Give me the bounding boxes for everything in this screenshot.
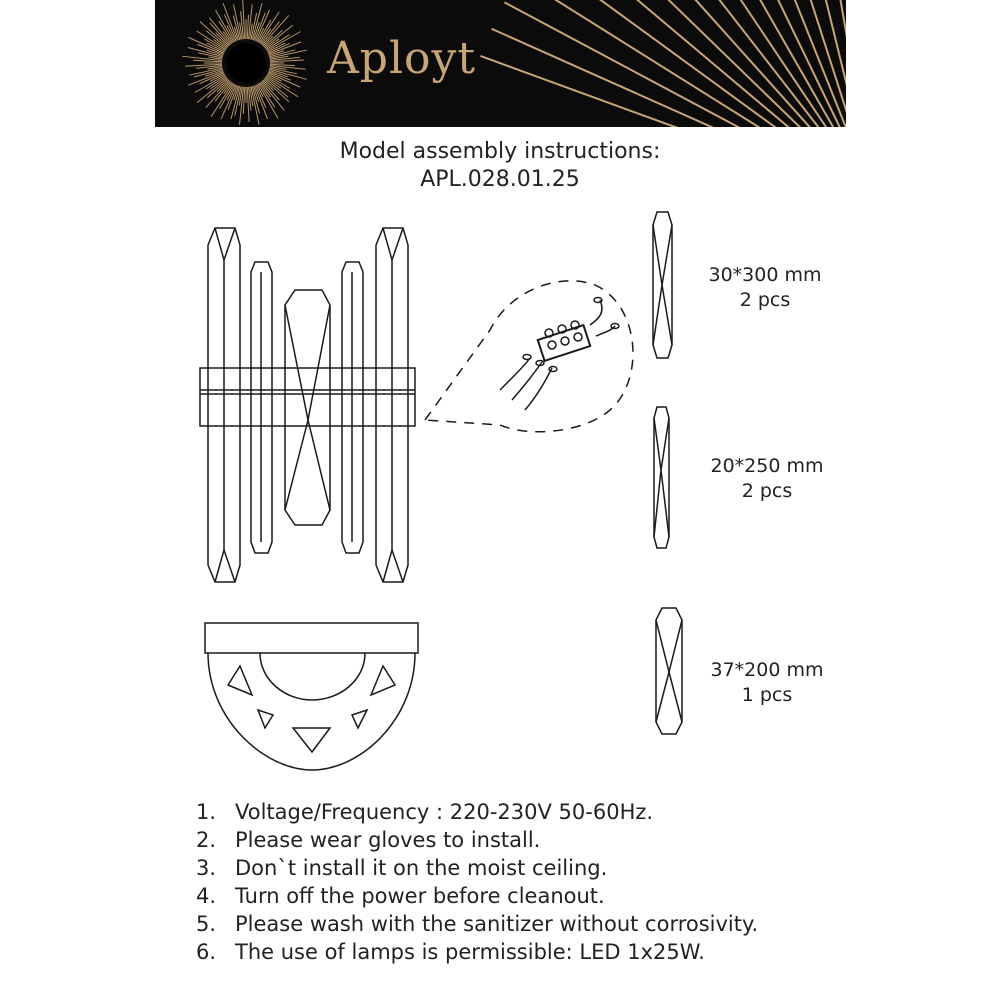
instruction-notes [196,798,896,966]
part-label-3 [692,658,842,708]
list-item: 1. Voltage/Frequency : 220-230V 50-60Hz. [196,800,654,824]
part-qty: 2 pcs [739,289,791,311]
terminal-block-icon [500,298,619,411]
part-label-1 [690,263,840,313]
part-label-2 [692,454,842,504]
crystal-long-right [376,228,408,582]
part-crystal-30x300 [653,212,672,358]
list-item: 2. Please wear gloves to install. [196,828,541,852]
crystal-center [285,290,330,525]
part-qty: 2 pcs [741,480,793,502]
brand-logo: Aployt [327,33,477,84]
crystal-medium-left [251,262,272,553]
part-size: 37*200 mm [710,659,824,681]
part-size: 20*250 mm [710,455,824,477]
front-view [200,228,415,582]
part-qty: 1 pcs [741,684,793,706]
base-bottom-view [205,623,418,770]
model-number: APL.028.01.25 [420,167,580,192]
list-item: 4. Turn off the power before cleanout. [196,884,605,908]
part-size: 30*300 mm [708,264,822,286]
crystal-medium-right [342,262,363,553]
part-crystal-20x250 [654,407,669,548]
list-item: 6. The use of lamps is permissible: LED 1x25W. [196,940,705,964]
list-item: 5. Please wash with the sanitizer without corrosivity. [196,912,759,936]
crystal-long-left [208,228,240,582]
part-crystal-37x200 [656,608,682,734]
list-item: 3. Don`t install it on the moist ceiling. [196,856,608,880]
document-title: Model assembly instructions: [339,139,661,164]
